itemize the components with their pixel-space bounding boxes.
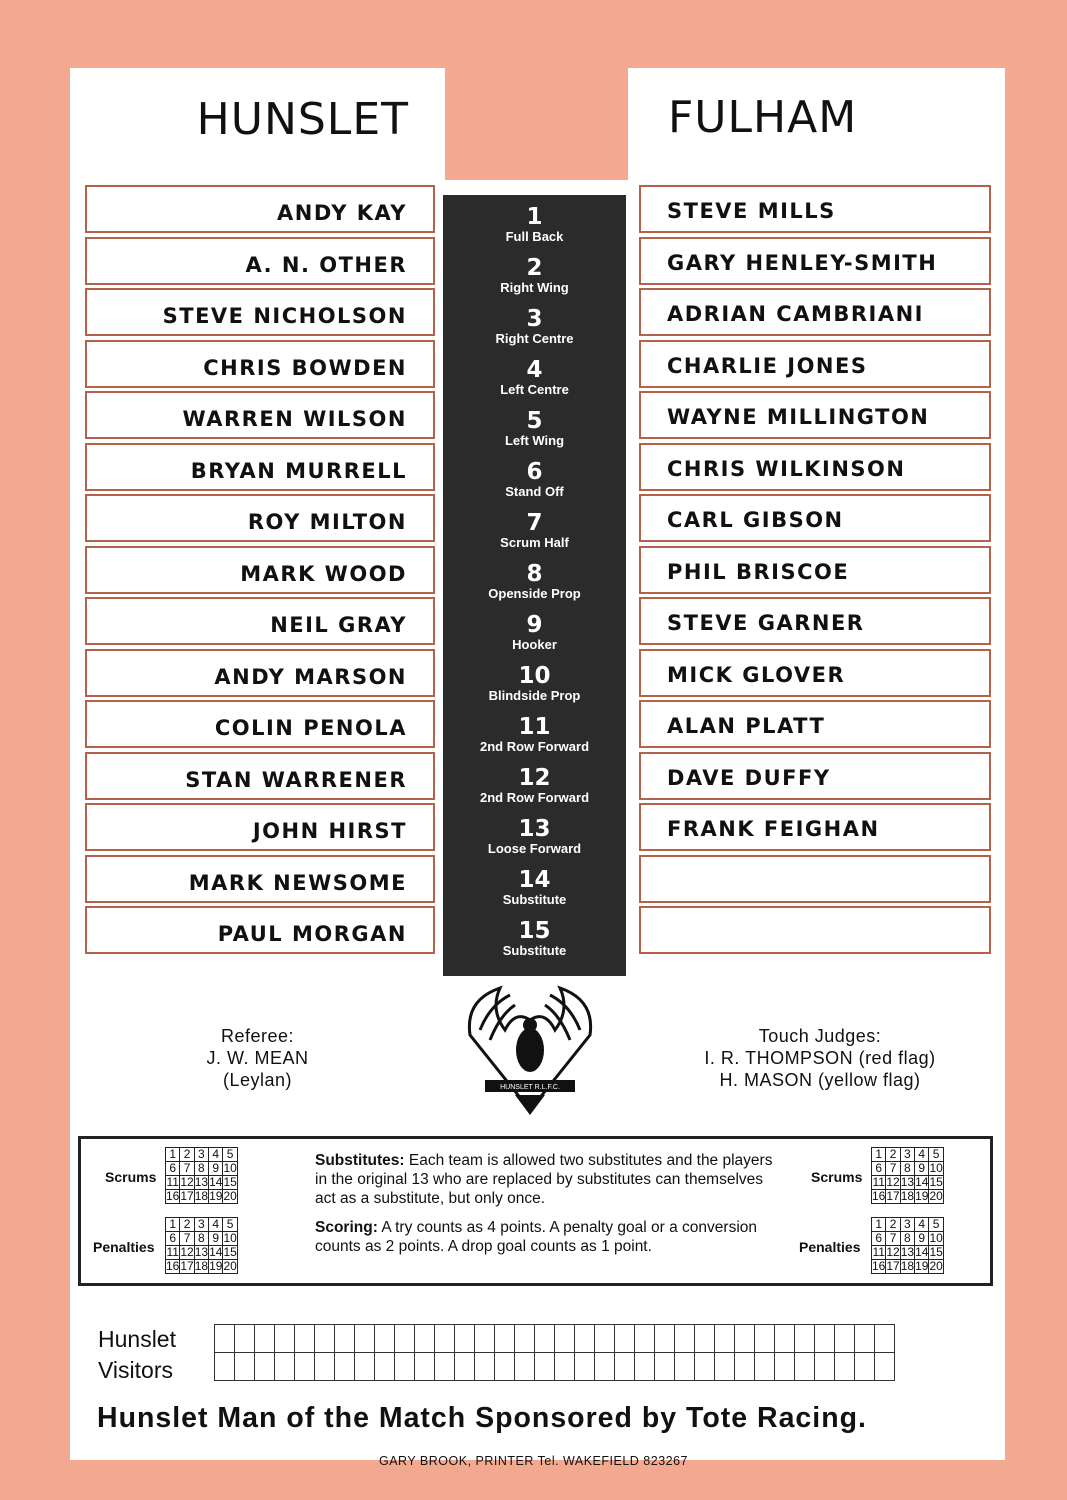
- tally-cell[interactable]: 9: [915, 1232, 929, 1246]
- score-cell[interactable]: [415, 1325, 435, 1353]
- home-players-row: [85, 803, 435, 851]
- score-cell[interactable]: [275, 1325, 295, 1353]
- hunslet-crest-logo: [460, 980, 600, 1120]
- score-cell[interactable]: [875, 1353, 895, 1381]
- home-players-row: [85, 494, 435, 542]
- player-name: NEIL GRAY: [270, 613, 407, 637]
- tally-cell[interactable]: 14: [209, 1245, 223, 1259]
- touch-judges-title: Touch Judges:: [758, 1026, 882, 1046]
- tally-cell[interactable]: 19: [209, 1259, 223, 1273]
- tally-cell[interactable]: 2: [886, 1218, 900, 1232]
- score-cell[interactable]: [775, 1353, 795, 1381]
- player-name: ADRIAN CAMBRIANI: [667, 302, 924, 326]
- scoreboard: [78, 1318, 993, 1388]
- away-players-row: [639, 597, 991, 645]
- position-label: 2nd Row Forward: [479, 790, 590, 805]
- score-cell[interactable]: [755, 1353, 775, 1381]
- tally-cell[interactable]: 13: [900, 1175, 915, 1189]
- scoring-info-box: [78, 1136, 993, 1286]
- tally-cell[interactable]: 17: [180, 1189, 194, 1203]
- player-name: MICK GLOVER: [667, 662, 846, 687]
- tally-cell[interactable]: 8: [900, 1162, 914, 1176]
- score-cell[interactable]: [395, 1353, 415, 1381]
- score-cell[interactable]: [595, 1353, 615, 1381]
- position-label: Full Back: [505, 229, 564, 244]
- position-label: Hooker: [512, 637, 557, 652]
- home-players-row: [85, 288, 435, 336]
- tally-grid: [165, 1147, 238, 1204]
- score-cell[interactable]: [475, 1353, 495, 1381]
- position-label: Substitute: [502, 892, 567, 907]
- position-label: Loose Forward: [487, 841, 582, 856]
- player-name: CHARLIE JONES: [667, 353, 868, 378]
- tally-cell[interactable]: 10: [223, 1161, 237, 1175]
- tally-cell[interactable]: 4: [915, 1148, 929, 1162]
- score-cell[interactable]: [795, 1353, 815, 1381]
- score-cell[interactable]: [335, 1353, 355, 1381]
- tally-cell[interactable]: 1: [872, 1148, 886, 1162]
- position-number: 6: [526, 459, 543, 485]
- tally-label: Scrums: [811, 1169, 863, 1185]
- score-cell[interactable]: [295, 1353, 315, 1381]
- score-cell[interactable]: [255, 1325, 275, 1353]
- away-players-row: [639, 752, 991, 800]
- tally-cell[interactable]: 3: [900, 1148, 914, 1162]
- score-cell[interactable]: [635, 1325, 655, 1353]
- score-cell[interactable]: [855, 1353, 875, 1381]
- score-cell[interactable]: [815, 1325, 835, 1353]
- position-number: 3: [526, 306, 543, 332]
- tally-cell[interactable]: 20: [223, 1259, 237, 1273]
- away-players-row: [639, 494, 991, 542]
- away-players-row: [639, 237, 991, 285]
- position-number: 2: [526, 255, 543, 281]
- position-label: 2nd Row Forward: [479, 739, 590, 754]
- position-number: 13: [518, 816, 551, 842]
- tally-cell[interactable]: 5: [223, 1148, 237, 1162]
- away-players-row: [639, 288, 991, 336]
- away-players-row: [639, 443, 991, 491]
- score-cell[interactable]: [335, 1325, 355, 1353]
- score-cell[interactable]: [235, 1325, 255, 1353]
- referee-name: J. W. MEAN: [206, 1048, 309, 1068]
- home-players-row: [85, 649, 435, 697]
- tally-cell[interactable]: 9: [209, 1162, 223, 1176]
- tally-cell[interactable]: 4: [209, 1148, 223, 1162]
- tally-cell[interactable]: 9: [209, 1232, 223, 1246]
- position-number: 4: [526, 357, 543, 383]
- score-cell[interactable]: [735, 1353, 755, 1381]
- substitutes-rule: Substitutes: Each team is allowed two substitutes and the players in the original 13 who are replaced by substitutes can themselves act as a substitute, but only once.: [315, 1152, 773, 1207]
- away-players-row: [639, 649, 991, 697]
- score-cell[interactable]: [415, 1353, 435, 1381]
- score-cell[interactable]: [595, 1325, 615, 1353]
- home-players-row: [85, 597, 435, 645]
- score-cell[interactable]: [395, 1325, 415, 1353]
- position-number: 14: [518, 867, 551, 893]
- tally-cell[interactable]: 6: [872, 1232, 886, 1246]
- tally-cell[interactable]: 5: [223, 1218, 237, 1232]
- home-players-row: [85, 752, 435, 800]
- score-cell[interactable]: [655, 1353, 675, 1381]
- away-players-row: [639, 340, 991, 388]
- position-label: Left Centre: [500, 382, 569, 397]
- tally-cell[interactable]: 1: [166, 1148, 180, 1162]
- home-players-row: [85, 443, 435, 491]
- player-name: BRYAN MURRELL: [190, 458, 407, 483]
- score-cell[interactable]: [515, 1353, 535, 1381]
- player-name: FRANK FEIGHAN: [667, 817, 880, 841]
- score-cell[interactable]: [675, 1353, 695, 1381]
- tally-cell[interactable]: 7: [886, 1162, 900, 1176]
- score-cell[interactable]: [255, 1353, 275, 1381]
- position-8: [443, 552, 626, 603]
- tally-cell[interactable]: 11: [872, 1245, 885, 1259]
- position-1: [443, 195, 626, 246]
- tally-cell[interactable]: 10: [223, 1231, 237, 1245]
- tally-cell[interactable]: 1: [166, 1218, 180, 1232]
- position-number: 8: [526, 561, 543, 587]
- player-name: DAVE DUFFY: [667, 765, 831, 790]
- player-name: ANDY KAY: [277, 201, 407, 225]
- position-number: 1: [526, 204, 543, 230]
- score-cell[interactable]: [675, 1325, 695, 1353]
- position-number: 12: [518, 765, 551, 791]
- score-cell[interactable]: [855, 1325, 875, 1353]
- touch-judge-1: I. R. THOMPSON (red flag): [704, 1048, 936, 1068]
- score-cell[interactable]: [235, 1353, 255, 1381]
- score-cell[interactable]: [575, 1325, 595, 1353]
- tally-cell[interactable]: 18: [900, 1189, 915, 1203]
- tally-cell[interactable]: 14: [915, 1245, 929, 1259]
- tally-cell[interactable]: 17: [180, 1259, 194, 1273]
- player-name: WARREN WILSON: [182, 407, 407, 431]
- tally-cell[interactable]: 2: [180, 1218, 194, 1232]
- tally-cell[interactable]: 10: [929, 1161, 943, 1175]
- position-number: 11: [518, 714, 551, 740]
- tally-cell[interactable]: 12: [180, 1175, 194, 1189]
- position-number: 15: [518, 918, 551, 944]
- score-cell[interactable]: [215, 1325, 235, 1353]
- tally-cell[interactable]: 7: [886, 1232, 900, 1246]
- player-name: COLIN PENOLA: [214, 716, 407, 740]
- home-players-row: [85, 340, 435, 388]
- scoreboard-home-label: Hunslet: [98, 1326, 176, 1352]
- tally-cell[interactable]: 11: [166, 1175, 179, 1189]
- score-cell[interactable]: [315, 1353, 335, 1381]
- home-players-row: [85, 906, 435, 954]
- player-name: WAYNE MILLINGTON: [667, 405, 930, 429]
- home-players-row: [85, 237, 435, 285]
- home-players-row: [85, 855, 435, 903]
- score-cell[interactable]: [355, 1325, 375, 1353]
- tally-cell[interactable]: 12: [886, 1175, 900, 1189]
- tally-cell[interactable]: 8: [194, 1162, 208, 1176]
- tally-cell[interactable]: 4: [209, 1218, 223, 1232]
- score-cell[interactable]: [615, 1353, 635, 1381]
- position-12: [443, 756, 626, 807]
- score-cell[interactable]: [515, 1325, 535, 1353]
- tally-cell[interactable]: 2: [886, 1148, 900, 1162]
- tally-label: Scrums: [105, 1169, 157, 1185]
- position-number: 5: [526, 408, 543, 434]
- away-players-row: [639, 906, 991, 954]
- score-cell[interactable]: [475, 1325, 495, 1353]
- score-cell[interactable]: [735, 1325, 755, 1353]
- tally-cell[interactable]: 16: [166, 1189, 180, 1203]
- tally-cell[interactable]: 3: [900, 1218, 914, 1232]
- player-name: JOHN HIRST: [252, 819, 407, 843]
- player-name: ALAN PLATT: [667, 714, 826, 738]
- player-name: STEVE MILLS: [667, 199, 836, 223]
- score-cell[interactable]: [435, 1353, 455, 1381]
- tally-label: Penalties: [799, 1239, 861, 1255]
- referee-block: [170, 1025, 345, 1091]
- position-label: Openside Prop: [488, 586, 581, 601]
- position-7: [443, 501, 626, 552]
- tally-cell[interactable]: 2: [180, 1148, 194, 1162]
- position-label: Scrum Half: [500, 535, 569, 550]
- tally-cell[interactable]: 3: [194, 1218, 208, 1232]
- score-cell[interactable]: [295, 1325, 315, 1353]
- scoreboard-away-label: Visitors: [98, 1357, 173, 1383]
- position-number: 9: [526, 612, 543, 638]
- away-players-row: [639, 803, 991, 851]
- score-cell[interactable]: [615, 1325, 635, 1353]
- score-cell[interactable]: [715, 1353, 735, 1381]
- referee-title: Referee:: [220, 1026, 295, 1046]
- score-cell[interactable]: [555, 1325, 575, 1353]
- tally-cell[interactable]: 20: [223, 1189, 237, 1203]
- score-cell[interactable]: [315, 1325, 335, 1353]
- away-team-list: [639, 185, 991, 958]
- score-cell[interactable]: [375, 1353, 395, 1381]
- player-name: STAN WARRENER: [185, 767, 407, 792]
- tally-cell[interactable]: 7: [180, 1232, 194, 1246]
- tally-cell[interactable]: 20: [929, 1189, 943, 1203]
- positions-column: [443, 195, 626, 976]
- player-name: PHIL BRISCOE: [667, 559, 850, 584]
- position-label: Substitute: [502, 943, 567, 958]
- tally-grid: [165, 1217, 238, 1274]
- score-cell[interactable]: [495, 1353, 515, 1381]
- tally-cell[interactable]: 6: [166, 1162, 180, 1176]
- tally-cell[interactable]: 3: [194, 1148, 208, 1162]
- man-of-the-match: Hunslet Man of the Match Sponsored by Tote Racing.: [97, 1402, 867, 1434]
- score-cell[interactable]: [375, 1325, 395, 1353]
- position-label: Blindside Prop: [488, 688, 581, 703]
- position-4: [443, 348, 626, 399]
- rules-text: [315, 1151, 777, 1256]
- away-players-row: [639, 391, 991, 439]
- tally-cell[interactable]: 13: [194, 1245, 209, 1259]
- referee-town: (Leylan): [222, 1070, 293, 1090]
- tally-cell[interactable]: 19: [915, 1259, 929, 1273]
- tally-cell[interactable]: 8: [194, 1232, 208, 1246]
- tally-cell[interactable]: 7: [180, 1162, 194, 1176]
- tally-cell[interactable]: 13: [194, 1175, 209, 1189]
- position-14: [443, 858, 626, 909]
- tally-cell[interactable]: 12: [886, 1245, 900, 1259]
- player-name: STEVE GARNER: [667, 611, 865, 635]
- tally-cell[interactable]: 18: [194, 1259, 209, 1273]
- tally-cell[interactable]: 16: [872, 1259, 886, 1273]
- player-name: ANDY MARSON: [214, 664, 407, 689]
- score-cell[interactable]: [555, 1353, 575, 1381]
- score-cell[interactable]: [695, 1325, 715, 1353]
- score-cell[interactable]: [875, 1325, 895, 1353]
- away-players-row: [639, 700, 991, 748]
- away-team-heading: [628, 68, 1005, 184]
- tally-cell[interactable]: 17: [886, 1189, 900, 1203]
- tally-cell[interactable]: 18: [900, 1259, 915, 1273]
- score-cell[interactable]: [795, 1325, 815, 1353]
- away-team-name: FULHAM: [668, 92, 858, 143]
- tally-cell[interactable]: 14: [915, 1175, 929, 1189]
- player-name: CARL GIBSON: [667, 508, 844, 532]
- away-players-row: [639, 546, 991, 594]
- score-cell[interactable]: [835, 1353, 855, 1381]
- position-5: [443, 399, 626, 450]
- score-cell[interactable]: [835, 1325, 855, 1353]
- position-number: 7: [526, 510, 543, 536]
- home-team-heading: [70, 68, 445, 184]
- tally-cell[interactable]: 15: [223, 1245, 237, 1259]
- tally-cell[interactable]: 16: [166, 1259, 180, 1273]
- position-10: [443, 654, 626, 705]
- tally-cell[interactable]: 4: [915, 1218, 929, 1232]
- player-name: STEVE NICHOLSON: [162, 304, 407, 328]
- tally-cell[interactable]: 12: [180, 1245, 194, 1259]
- away-players-row: [639, 185, 991, 233]
- home-players-row: [85, 391, 435, 439]
- tally-cell[interactable]: 20: [929, 1259, 943, 1273]
- position-3: [443, 297, 626, 348]
- tally-cell[interactable]: 6: [872, 1162, 886, 1176]
- score-cell[interactable]: [455, 1353, 475, 1381]
- score-cell[interactable]: [695, 1353, 715, 1381]
- home-players-row: [85, 700, 435, 748]
- position-label: Left Wing: [504, 433, 565, 448]
- tally-cell[interactable]: 19: [209, 1189, 223, 1203]
- position-11: [443, 705, 626, 756]
- score-cell[interactable]: [495, 1325, 515, 1353]
- position-label: Stand Off: [505, 484, 564, 499]
- player-name: ROY MILTON: [247, 510, 407, 534]
- score-cell[interactable]: [715, 1325, 735, 1353]
- tally-grid: [871, 1147, 944, 1204]
- tally-cell[interactable]: 8: [900, 1232, 914, 1246]
- player-name: GARY HENLEY-SMITH: [667, 250, 938, 275]
- scoring-rule: Scoring: A try counts as 4 points. A penalty goal or a conversion counts as 2 points. A drop goal counts as 1 point.: [315, 1219, 757, 1255]
- tally-cell[interactable]: 6: [166, 1232, 180, 1246]
- home-team-list: [85, 185, 435, 958]
- tally-cell[interactable]: 11: [872, 1175, 885, 1189]
- score-cell[interactable]: [755, 1325, 775, 1353]
- tally-cell[interactable]: 5: [929, 1148, 943, 1162]
- position-number: 10: [518, 663, 551, 689]
- away-players-row: [639, 855, 991, 903]
- tally-cell[interactable]: 15: [223, 1175, 237, 1189]
- score-cell[interactable]: [775, 1325, 795, 1353]
- tally-label: Penalties: [93, 1239, 155, 1255]
- tally-cell[interactable]: 9: [915, 1162, 929, 1176]
- printer-credit: GARY BROOK, PRINTER Tel. WAKEFIELD 823267: [378, 1454, 689, 1468]
- home-players-row: [85, 185, 435, 233]
- score-cell[interactable]: [455, 1325, 475, 1353]
- player-name: MARK NEWSOME: [188, 870, 407, 895]
- score-cell[interactable]: [535, 1325, 555, 1353]
- home-team-name: HUNSLET: [196, 94, 409, 145]
- position-9: [443, 603, 626, 654]
- touch-judge-2: H. MASON (yellow flag): [719, 1070, 921, 1090]
- score-cell[interactable]: [815, 1353, 835, 1381]
- score-cell[interactable]: [275, 1353, 295, 1381]
- player-name: PAUL MORGAN: [217, 922, 407, 946]
- score-cell[interactable]: [635, 1353, 655, 1381]
- score-cell[interactable]: [215, 1353, 235, 1381]
- tally-cell[interactable]: 16: [872, 1189, 886, 1203]
- position-13: [443, 807, 626, 858]
- position-15: [443, 909, 626, 960]
- position-2: [443, 246, 626, 297]
- tally-cell[interactable]: 11: [166, 1245, 179, 1259]
- tally-cell[interactable]: 15: [929, 1175, 943, 1189]
- position-6: [443, 450, 626, 501]
- tally-cell[interactable]: 17: [886, 1259, 900, 1273]
- score-cell[interactable]: [435, 1325, 455, 1353]
- player-name: MARK WOOD: [240, 561, 407, 586]
- score-cell[interactable]: [355, 1353, 375, 1381]
- tally-cell[interactable]: 18: [194, 1189, 209, 1203]
- player-name: A. N. OTHER: [245, 252, 407, 277]
- player-name: CHRIS BOWDEN: [203, 355, 407, 380]
- tally-cell[interactable]: 5: [929, 1218, 943, 1232]
- score-cell[interactable]: [655, 1325, 675, 1353]
- position-label: Right Wing: [500, 280, 569, 295]
- tally-grid: [871, 1217, 944, 1274]
- score-cell[interactable]: [535, 1353, 555, 1381]
- player-name: CHRIS WILKINSON: [667, 456, 906, 481]
- tally-cell[interactable]: 19: [915, 1189, 929, 1203]
- tally-cell[interactable]: 1: [872, 1218, 886, 1232]
- tally-cell[interactable]: 15: [929, 1245, 943, 1259]
- scoreboard-grid: [214, 1324, 895, 1381]
- tally-cell[interactable]: 14: [209, 1175, 223, 1189]
- crest-text: HUNSLET R.L.F.C.: [500, 1084, 560, 1091]
- tally-cell[interactable]: 13: [900, 1245, 915, 1259]
- position-label: Right Centre: [495, 331, 574, 346]
- score-cell[interactable]: [575, 1353, 595, 1381]
- touch-judges-block: [660, 1025, 980, 1091]
- home-players-row: [85, 546, 435, 594]
- tally-cell[interactable]: 10: [929, 1231, 943, 1245]
